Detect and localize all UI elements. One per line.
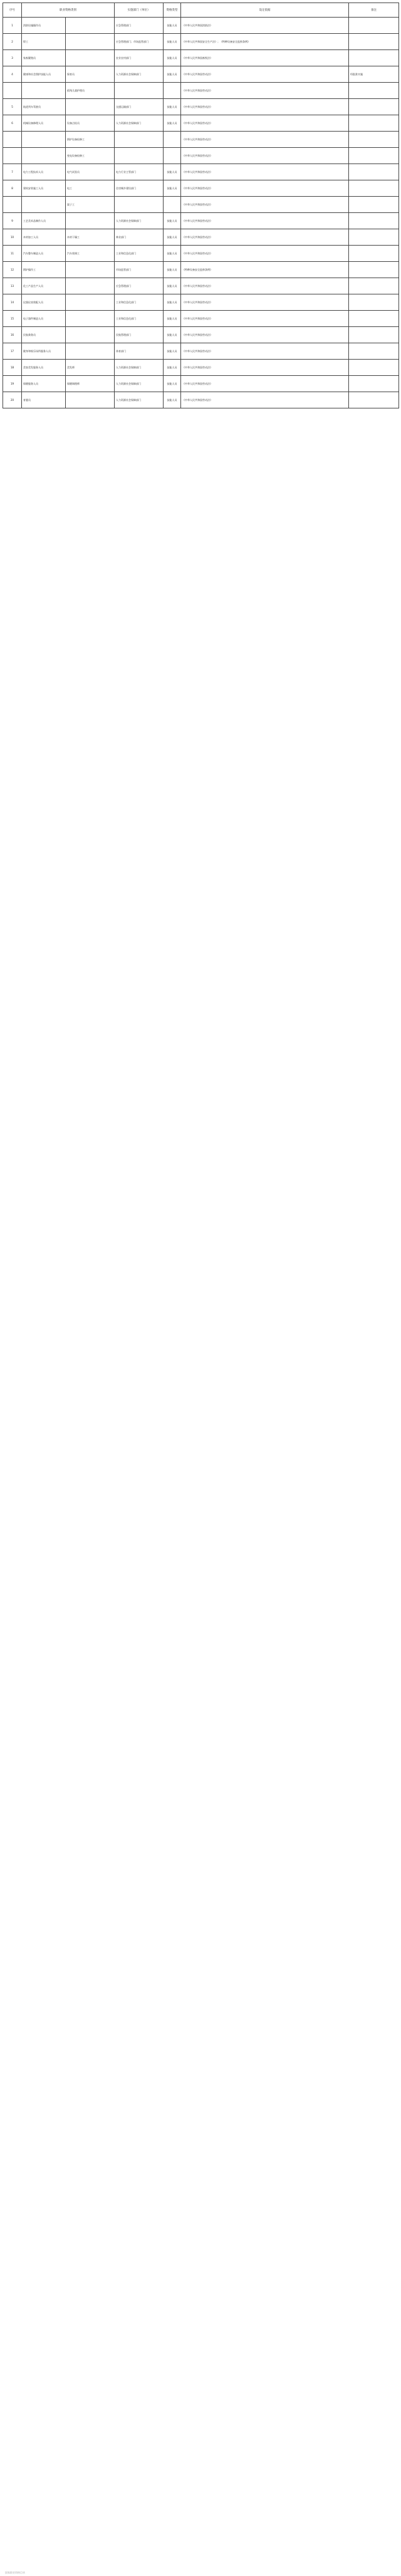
row-remark — [349, 34, 399, 50]
header-department: 实施部门（单位） — [115, 3, 164, 18]
row-level: 技能人员 — [164, 50, 181, 66]
table-row — [3, 327, 399, 343]
row-department — [115, 148, 164, 164]
row-remark — [349, 99, 399, 115]
row-basis: 《中华人民共和国劳动法》 — [181, 197, 349, 213]
row-department: 应急管理部门 — [115, 278, 164, 294]
row-department — [115, 83, 164, 99]
row-category: 仪器仪表装配人员 — [22, 294, 66, 311]
table-row — [3, 18, 399, 34]
row-number: 7 — [3, 164, 22, 180]
row-department: 住房城乡建设部门 — [115, 180, 164, 197]
row-number — [3, 197, 22, 213]
row-department: 市场监管部门 — [115, 262, 164, 278]
row-remark — [349, 360, 399, 376]
qualification-table — [3, 3, 399, 408]
row-number: 13 — [3, 278, 22, 294]
row-number: 16 — [3, 327, 22, 343]
row-subcategory: 汽车装调工 — [66, 246, 115, 262]
table-row — [3, 50, 399, 66]
table-row — [3, 213, 399, 229]
row-level: 技能人员 — [164, 229, 181, 246]
row-number: 2 — [3, 34, 22, 50]
row-category: 美容美发服务人员 — [22, 360, 66, 376]
row-number: 15 — [3, 311, 22, 327]
row-remark — [349, 213, 399, 229]
row-subcategory — [66, 311, 115, 327]
row-basis: 《中华人民共和国劳动法》 — [181, 115, 349, 132]
row-remark — [349, 197, 399, 213]
row-category: 锅炉操作工 — [22, 262, 66, 278]
row-level: 技能人员 — [164, 327, 181, 343]
table-row — [3, 197, 399, 213]
row-basis: 《中华人民共和国劳动法》 — [181, 327, 349, 343]
row-level: 技能人员 — [164, 343, 181, 360]
row-remark — [349, 164, 399, 180]
row-category — [22, 83, 66, 99]
row-department: 人力资源社会保障部门 — [115, 360, 164, 376]
row-number: 20 — [3, 392, 22, 408]
row-basis: 《中华人民共和国劳动法》 — [181, 148, 349, 164]
header-level: 资格类型 — [164, 3, 181, 18]
row-department: 工业和信息化部门 — [115, 294, 164, 311]
row-basis: 《中华人民共和国安全生产法》；《特种设备安全监察条例》 — [181, 34, 349, 50]
row-number: 4 — [3, 66, 22, 83]
row-remark: 经批准实施 — [349, 66, 399, 83]
table-row — [3, 246, 399, 262]
row-level: 技能人员 — [164, 99, 181, 115]
row-basis: 《中华人民共和国劳动法》 — [181, 213, 349, 229]
row-subcategory — [66, 50, 115, 66]
row-remark — [349, 50, 399, 66]
row-basis: 《中华人民共和国畜牧法》 — [181, 50, 349, 66]
row-department: 林业部门 — [115, 229, 164, 246]
row-number: 3 — [3, 50, 22, 66]
header-category: 职业资格类别 — [22, 3, 115, 18]
row-subcategory: 美发师 — [66, 360, 115, 376]
row-level: 技能人员 — [164, 18, 181, 34]
row-remark — [349, 278, 399, 294]
row-basis: 《中华人民共和国劳动法》 — [181, 360, 349, 376]
table-row — [3, 66, 399, 83]
row-remark — [349, 327, 399, 343]
row-basis: 《中华人民共和国劳动法》 — [181, 376, 349, 392]
row-category: 化工产品生产人员 — [22, 278, 66, 294]
row-subcategory: 保健调理师 — [66, 376, 115, 392]
row-category: 汽车整车制造人员 — [22, 246, 66, 262]
row-remark — [349, 376, 399, 392]
row-department: 工业和信息化部门 — [115, 246, 164, 262]
row-category: 保健服务人员 — [22, 376, 66, 392]
row-subcategory: 变电设备检修工 — [66, 148, 115, 164]
table-row — [3, 229, 399, 246]
row-department — [115, 132, 164, 148]
row-basis: 《中华人民共和国劳动法》 — [181, 294, 349, 311]
row-basis: 《中华人民共和国劳动法》 — [181, 99, 349, 115]
row-level: 技能人员 — [164, 66, 181, 83]
row-number: 17 — [3, 343, 22, 360]
table-row — [3, 360, 399, 376]
table-row — [3, 115, 399, 132]
row-remark — [349, 294, 399, 311]
row-category: 建筑安装施工人员 — [22, 180, 66, 197]
table-row — [3, 132, 399, 148]
row-category: 电力工程技术人员 — [22, 164, 66, 180]
table-row — [3, 392, 399, 408]
row-basis: 《中华人民共和国劳动法》 — [181, 392, 349, 408]
row-remark — [349, 246, 399, 262]
row-number: 6 — [3, 115, 22, 132]
row-remark — [349, 343, 399, 360]
row-category: 电子器件制造人员 — [22, 311, 66, 327]
row-basis: 《中华人民共和国劳动法》 — [181, 83, 349, 99]
table-row — [3, 343, 399, 360]
row-basis: 《中华人民共和国劳动法》 — [181, 164, 349, 180]
row-subcategory: 电气试验员 — [66, 164, 115, 180]
row-subcategory — [66, 278, 115, 294]
row-subcategory — [66, 392, 115, 408]
table-row — [3, 278, 399, 294]
row-number — [3, 148, 22, 164]
table-body — [3, 18, 399, 408]
row-department — [115, 197, 164, 213]
row-level: 技能人员 — [164, 213, 181, 229]
row-remark — [349, 262, 399, 278]
row-remark — [349, 180, 399, 197]
row-level — [164, 148, 181, 164]
row-basis: 《中华人民共和国劳动法》 — [181, 132, 349, 148]
table-row — [3, 164, 399, 180]
row-level: 技能人员 — [164, 376, 181, 392]
row-category — [22, 197, 66, 213]
row-level: 技能人员 — [164, 311, 181, 327]
row-department: 人力资源社会保障部门 — [115, 115, 164, 132]
row-level: 技能人员 — [164, 294, 181, 311]
row-level: 技能人员 — [164, 278, 181, 294]
row-category: 轨道列车驾驶员 — [22, 99, 66, 115]
row-department: 工业和信息化部门 — [115, 311, 164, 327]
row-basis: 《中华人民共和国劳动法》 — [181, 343, 349, 360]
row-department: 民航管理部门 — [115, 327, 164, 343]
row-subcategory — [66, 262, 115, 278]
row-subcategory: 木材干燥工 — [66, 229, 115, 246]
row-number: 12 — [3, 262, 22, 278]
table-row — [3, 262, 399, 278]
row-category: 焊工 — [22, 34, 66, 50]
row-basis: 《中华人民共和国劳动法》 — [181, 229, 349, 246]
table-row — [3, 83, 399, 99]
table-row — [3, 180, 399, 197]
row-basis: 《中华人民共和国劳动法》 — [181, 278, 349, 294]
row-category: 健康和社会照护技能人员 — [22, 66, 66, 83]
row-department: 应急管理部门；市场监管部门 — [115, 34, 164, 50]
row-subcategory: 锅炉设备检修工 — [66, 132, 115, 148]
row-department: 人力资源社会保障部门 — [115, 376, 164, 392]
row-subcategory: 孤残儿童护理员 — [66, 83, 115, 99]
row-number: 10 — [3, 229, 22, 246]
row-level: 技能人员 — [164, 262, 181, 278]
row-category: 机械设备修理人员 — [22, 115, 66, 132]
row-remark — [349, 115, 399, 132]
row-department: 体育部门 — [115, 343, 164, 360]
row-level: 技能人员 — [164, 392, 181, 408]
row-number: 19 — [3, 376, 22, 392]
row-number: 11 — [3, 246, 22, 262]
row-level: 技能人员 — [164, 115, 181, 132]
row-department: 电力行业主管部门 — [115, 164, 164, 180]
header-remark: 备注 — [349, 3, 399, 18]
row-number: 5 — [3, 99, 22, 115]
table-row — [3, 99, 399, 115]
row-department: 人力资源社会保障部门 — [115, 392, 164, 408]
row-subcategory — [66, 343, 115, 360]
row-subcategory: 设备点检员 — [66, 115, 115, 132]
row-number: 8 — [3, 180, 22, 197]
row-number: 1 — [3, 18, 22, 34]
row-basis: 《中华人民共和国劳动法》 — [181, 311, 349, 327]
table-row — [3, 376, 399, 392]
table-row — [3, 148, 399, 164]
header-basis: 设定依据 — [181, 3, 349, 18]
row-number: 18 — [3, 360, 22, 376]
row-level: 技能人员 — [164, 34, 181, 50]
row-remark — [349, 148, 399, 164]
row-remark — [349, 392, 399, 408]
row-level: 技能人员 — [164, 180, 181, 197]
row-category — [22, 148, 66, 164]
table-header — [3, 3, 399, 18]
row-category: 民航乘务员 — [22, 327, 66, 343]
row-subcategory — [66, 99, 115, 115]
row-level: 技能人员 — [164, 246, 181, 262]
row-level — [164, 83, 181, 99]
row-category: 消防设施操作员 — [22, 18, 66, 34]
row-level — [164, 197, 181, 213]
row-basis: 《中华人民共和国劳动法》 — [181, 180, 349, 197]
row-remark — [349, 18, 399, 34]
row-subcategory — [66, 327, 115, 343]
row-category: 工艺美术品制作人员 — [22, 213, 66, 229]
row-department: 交通运输部门 — [115, 99, 164, 115]
row-category — [22, 132, 66, 148]
row-department: 人力资源社会保障部门 — [115, 66, 164, 83]
row-basis: 《中华人民共和国劳动法》 — [181, 246, 349, 262]
row-subcategory: 保育员 — [66, 66, 115, 83]
row-number — [3, 132, 22, 148]
row-number: 14 — [3, 294, 22, 311]
row-department: 应急管理部门 — [115, 18, 164, 34]
row-department: 人力资源社会保障部门 — [115, 213, 164, 229]
row-subcategory — [66, 213, 115, 229]
row-level: 技能人员 — [164, 164, 181, 180]
row-subcategory — [66, 18, 115, 34]
row-level: 技能人员 — [164, 360, 181, 376]
header-no: 序号 — [3, 3, 22, 18]
row-subcategory — [66, 294, 115, 311]
row-number: 9 — [3, 213, 22, 229]
row-level — [164, 132, 181, 148]
row-subcategory — [66, 34, 115, 50]
table-row — [3, 294, 399, 311]
row-remark — [349, 229, 399, 246]
row-basis: 《特种设备安全监察条例》 — [181, 262, 349, 278]
table-row — [3, 34, 399, 50]
row-number — [3, 83, 22, 99]
row-remark — [349, 83, 399, 99]
table-row — [3, 311, 399, 327]
row-basis: 《中华人民共和国消防法》 — [181, 18, 349, 34]
row-category: 木材加工人员 — [22, 229, 66, 246]
row-subcategory: 电工 — [66, 180, 115, 197]
row-category: 育婴员 — [22, 392, 66, 408]
row-remark — [349, 311, 399, 327]
row-department: 农业农村部门 — [115, 50, 164, 66]
row-remark — [349, 132, 399, 148]
page-footer: 国家职业资格目录 — [5, 2571, 25, 2574]
row-basis: 《中华人民共和国劳动法》 — [181, 66, 349, 83]
row-subcategory: 架子工 — [66, 197, 115, 213]
row-category: 家畜繁殖员 — [22, 50, 66, 66]
row-category: 健身和娱乐场所服务人员 — [22, 343, 66, 360]
